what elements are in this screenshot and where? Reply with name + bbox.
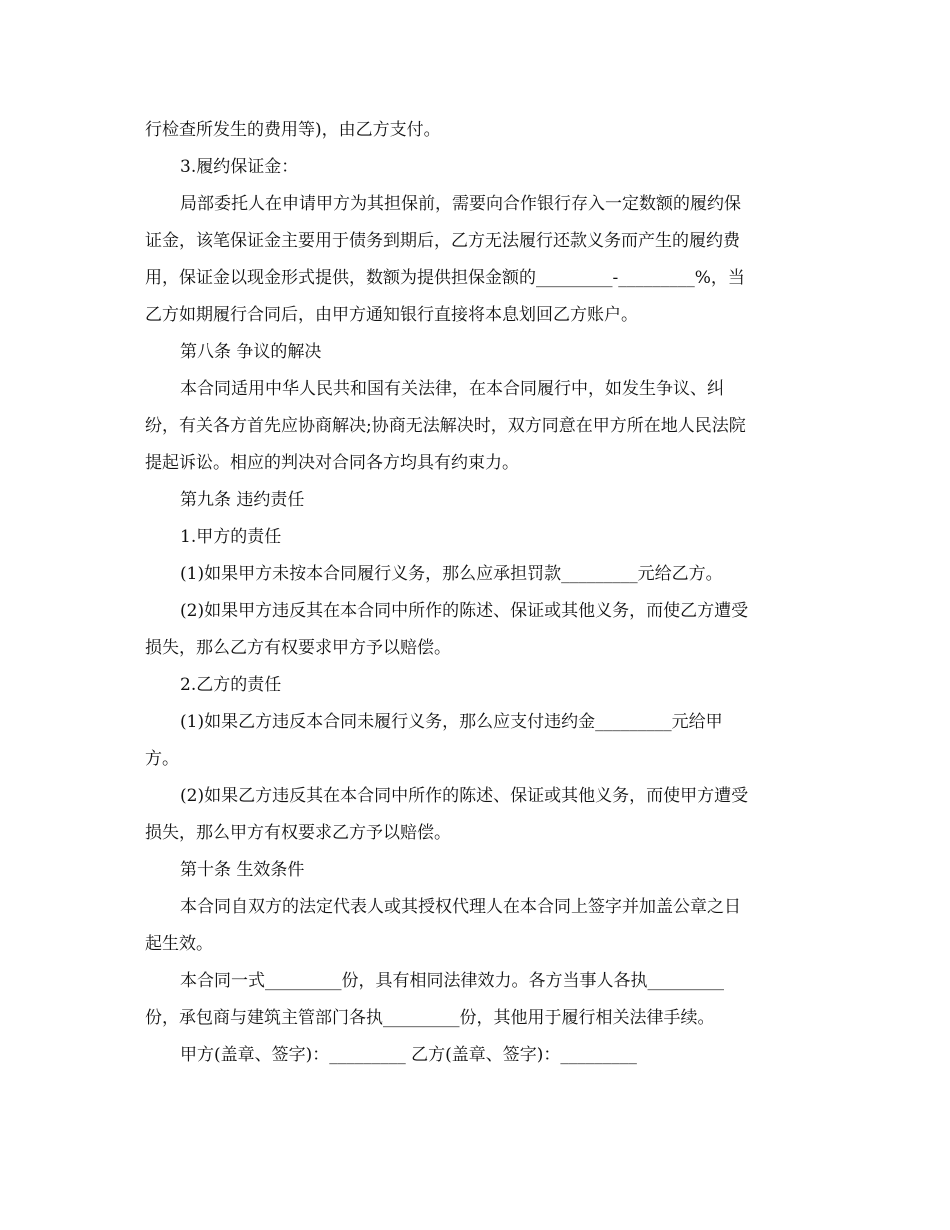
text-line: (1)如果乙方违反本合同未履行义务，那么应支付违约金_________元给甲	[180, 712, 723, 732]
text-line: 2.乙方的责任	[180, 675, 282, 695]
text-line: 行检查所发生的费用等)，由乙方支付。	[145, 120, 441, 140]
text-line: 损失，那么甲方有权要求乙方予以赔偿。	[145, 823, 451, 843]
text-line: 本合同适用中华人民共和国有关法律，在本合同履行中，如发生争议、纠	[180, 379, 724, 399]
text-line: 提起诉讼。相应的判决对合同各方均具有约束力。	[145, 453, 519, 473]
section-heading: 第八条 争议的解决	[180, 342, 322, 362]
text-line: 纷，有关各方首先应协商解决;协商无法解决时，双方同意在甲方所在地人民法院	[145, 416, 746, 436]
text-line: 局部委托人在申请甲方为其担保前，需要向合作银行存入一定数额的履约保	[180, 194, 741, 214]
section-heading: 第九条 违约责任	[180, 490, 305, 510]
text-line: 起生效。	[145, 934, 213, 954]
text-line: 用，保证金以现金形式提供，数额为提供担保金额的_________-_________%，当	[145, 268, 745, 288]
signature-line: 甲方(盖章、签字)：_________ 乙方(盖章、签字)：_________	[180, 1045, 637, 1065]
text-line: 1.甲方的责任	[180, 527, 282, 547]
text-line: (1)如果甲方未按本合同履行义务，那么应承担罚款_________元给乙方。	[180, 564, 723, 584]
text-line: 损失，那么乙方有权要求甲方予以赔偿。	[145, 638, 451, 658]
text-line: 本合同一式_________份，具有相同法律效力。各方当事人各执_________	[180, 971, 724, 991]
text-line: 证金，该笔保证金主要用于债务到期后，乙方无法履行还款义务而产生的履约费	[145, 231, 740, 251]
section-heading: 第十条 生效条件	[180, 860, 305, 880]
text-line: (2)如果乙方违反其在本合同中所作的陈述、保证或其他义务，而使甲方遭受	[180, 786, 749, 806]
text-line: 乙方如期履行合同后，由甲方通知银行直接将本息划回乙方账户。	[145, 305, 638, 325]
text-line: (2)如果甲方违反其在本合同中所作的陈述、保证或其他义务，而使乙方遭受	[180, 601, 749, 621]
text-line: 份，承包商与建筑主管部门各执_________份，其他用于履行相关法律手续。	[145, 1008, 715, 1028]
text-line: 3.履约保证金：	[180, 157, 299, 177]
text-line: 本合同自双方的法定代表人或其授权代理人在本合同上签字并加盖公章之日	[180, 897, 741, 917]
text-line: 方。	[145, 749, 179, 769]
